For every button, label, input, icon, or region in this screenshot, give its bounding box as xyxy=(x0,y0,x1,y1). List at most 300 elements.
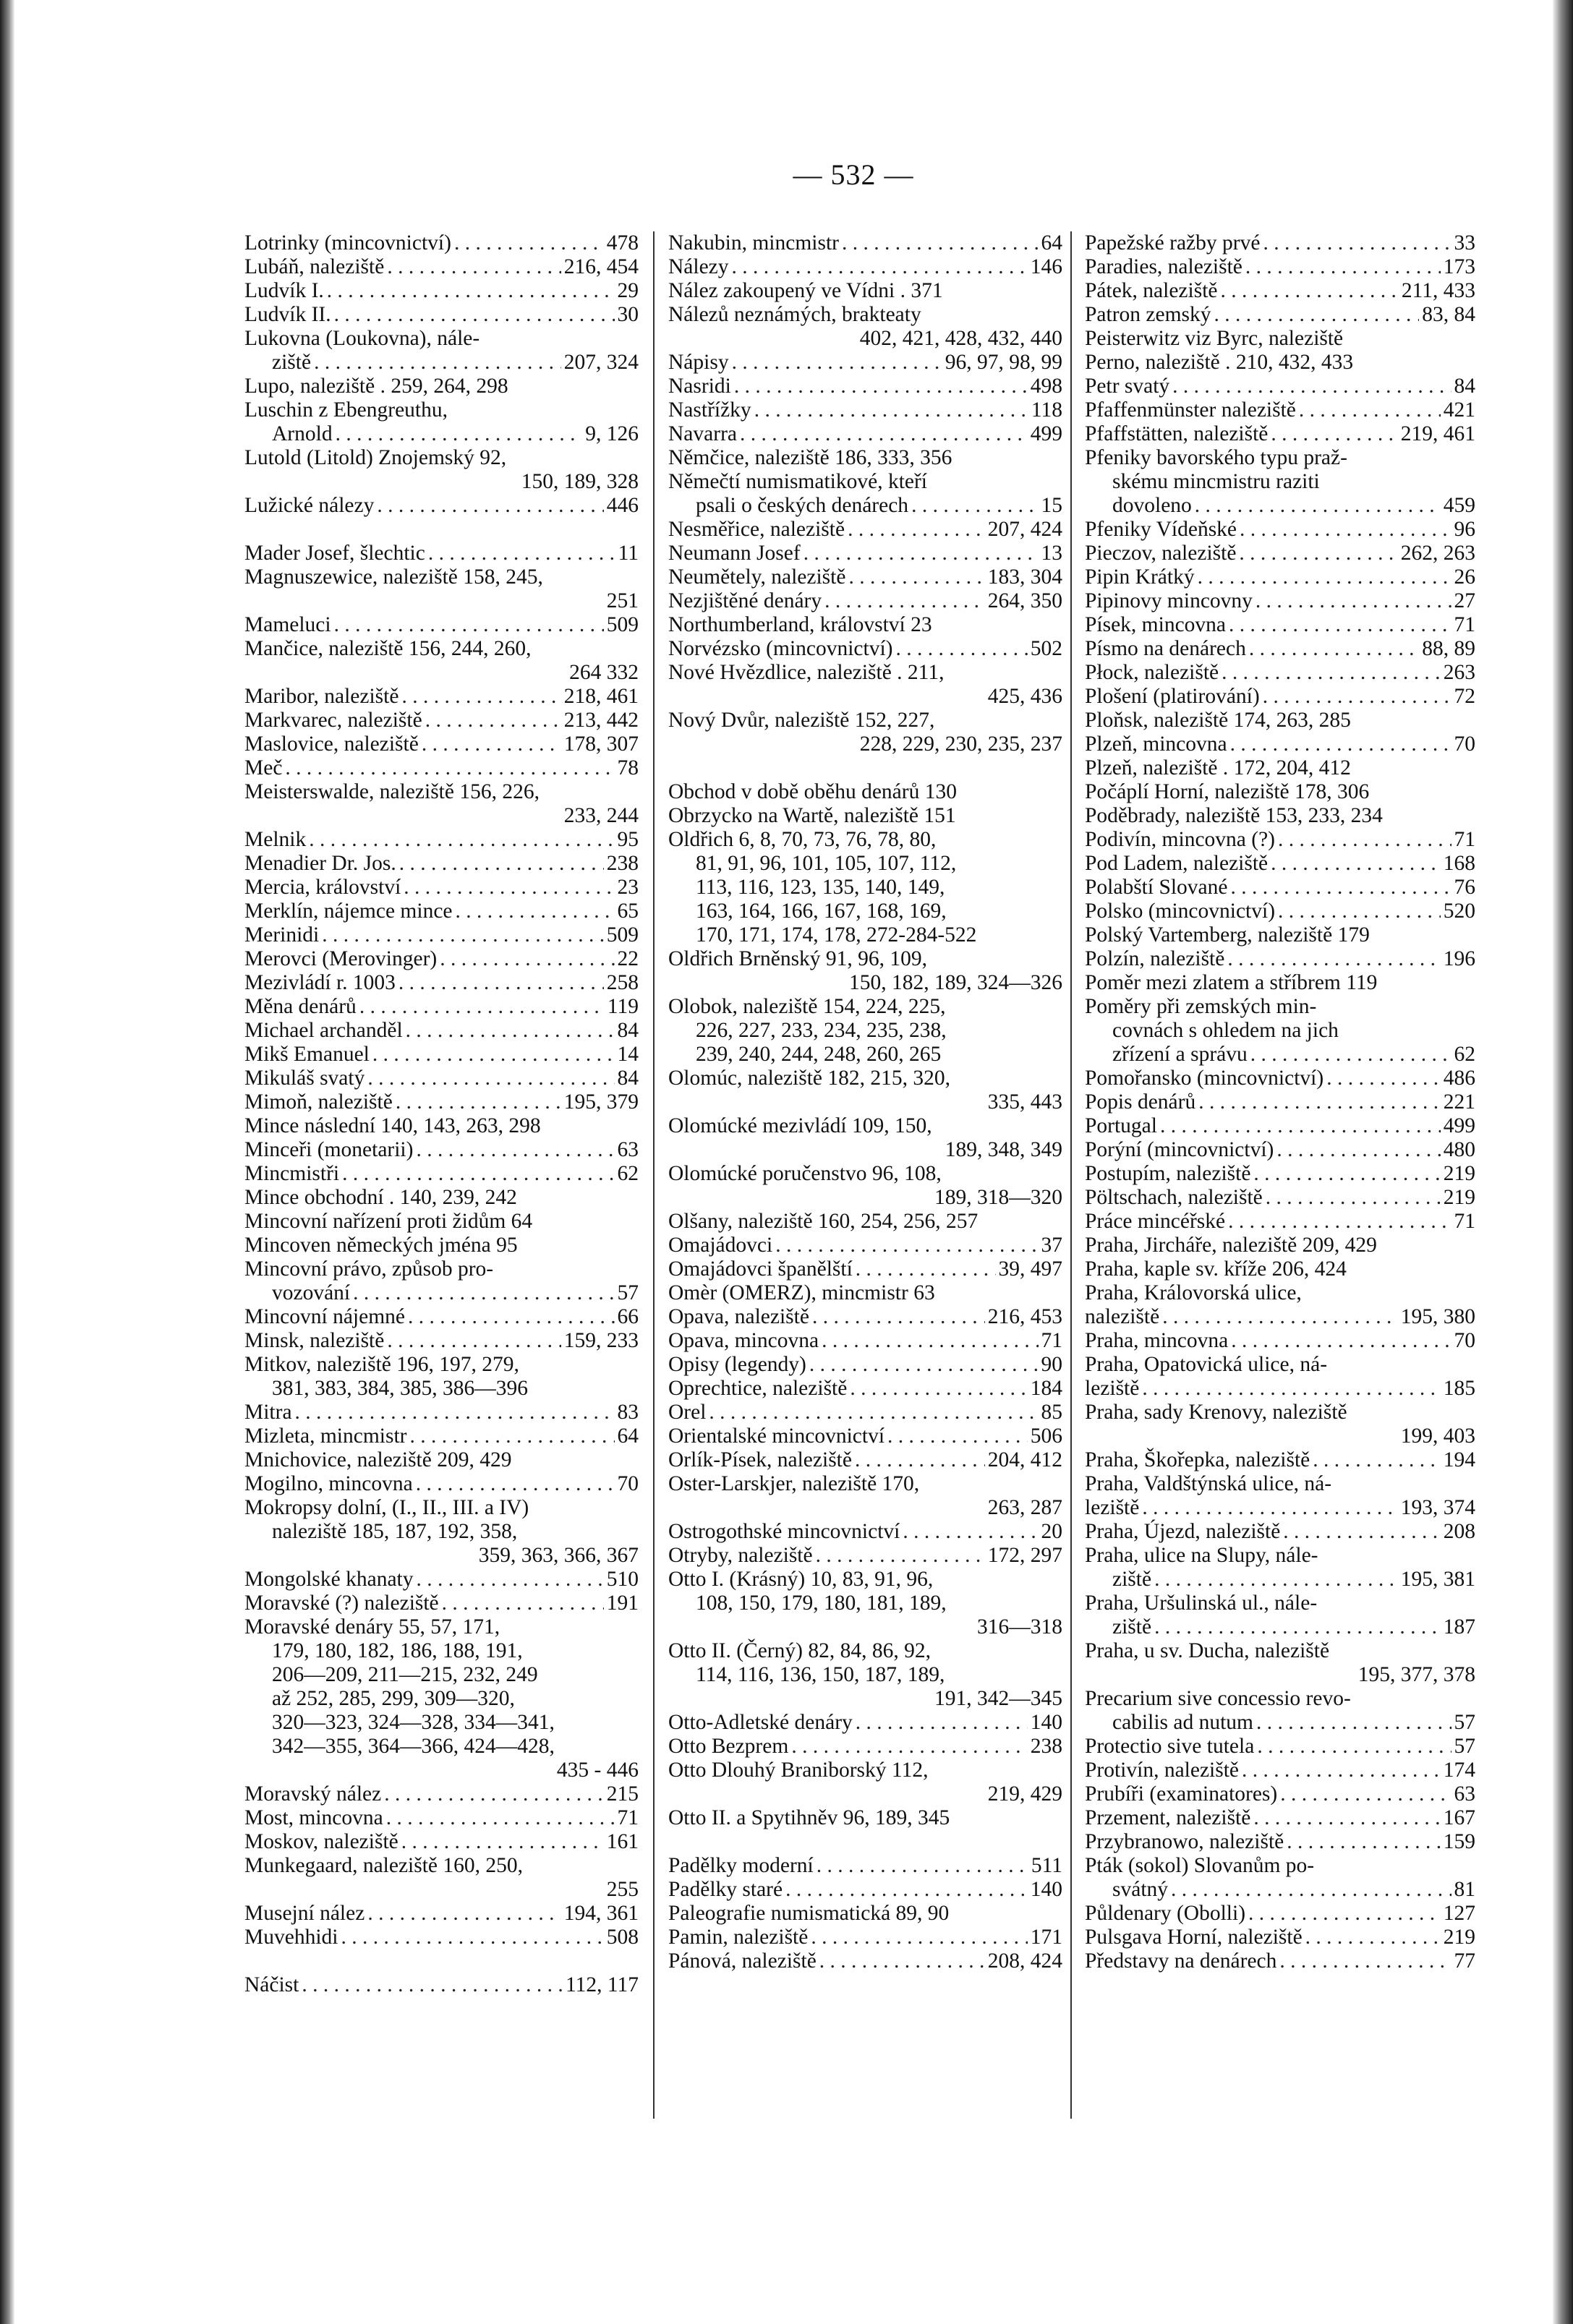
column-divider-2 xyxy=(1070,231,1072,2119)
index-term: Polsko (mincovnictví) xyxy=(1085,900,1276,923)
index-entry xyxy=(668,1448,1062,1472)
index-line: Počáplí Horní, naleziště 178, 306 xyxy=(1085,780,1370,803)
index-term: Pfaffenmünster naleziště xyxy=(1085,398,1296,422)
index-term: Opisy (legendy) xyxy=(668,1353,806,1376)
page-refs: 84 xyxy=(617,1019,639,1042)
index-term: ziště xyxy=(1112,1615,1152,1639)
index-term: Orel xyxy=(668,1401,707,1424)
dot-leader xyxy=(1250,1043,1451,1067)
dot-leader xyxy=(903,1520,1038,1544)
index-term: Podivín, mincovna (?) xyxy=(1085,828,1275,851)
index-line: Mincovní právo, způsob pro- xyxy=(244,1257,494,1281)
index-term: Markvarec, naleziště xyxy=(244,709,422,732)
index-line: Mincovní nařízení proti židům 64 xyxy=(244,1210,533,1233)
dot-leader xyxy=(1266,1186,1441,1210)
index-line: Olomúcké poručenstvo 96, 108, xyxy=(668,1162,942,1185)
index-term: Protectio sive tutela xyxy=(1085,1735,1255,1758)
dot-leader xyxy=(417,1568,604,1592)
index-line: 150, 182, 189, 324—326 xyxy=(849,971,1062,994)
page-refs: 194 xyxy=(1443,1448,1475,1471)
page-refs: 263 xyxy=(1443,661,1475,684)
index-term: Plzeň, mincovna xyxy=(1085,732,1227,756)
dot-leader xyxy=(1242,1759,1441,1782)
dot-leader xyxy=(1142,1496,1397,1520)
index-line: 381, 383, 384, 385, 386—396 xyxy=(272,1377,528,1400)
dot-leader xyxy=(422,732,561,756)
dot-leader xyxy=(1198,1090,1441,1114)
index-line: Olšany, naleziště 160, 254, 256, 257 xyxy=(668,1210,979,1233)
index-term: Půldenary (Obolli) xyxy=(1085,1902,1246,1925)
index-line: Otto Dlouhý Braniborský 112, xyxy=(668,1759,929,1782)
index-term: Mogilno, mincovna xyxy=(244,1472,413,1495)
index-entry xyxy=(244,422,639,446)
index-entry xyxy=(1085,1067,1475,1090)
index-entry xyxy=(244,1830,639,1854)
index-line: Obrzycko na Wartě, naleziště 151 xyxy=(668,804,956,827)
page-refs: 459 xyxy=(1443,494,1475,517)
index-term: Oprechtice, naleziště xyxy=(668,1377,848,1400)
index-term: Nasridi xyxy=(668,375,731,398)
index-term: Lužické nálezy xyxy=(244,494,375,517)
index-entry xyxy=(668,589,1062,613)
page-refs: 195, 380 xyxy=(1400,1305,1475,1328)
index-line: Perno, naleziště . 210, 432, 433 xyxy=(1085,351,1354,374)
index-term: Maribor, naleziště xyxy=(244,685,399,708)
page-refs: 90 xyxy=(1041,1353,1062,1376)
index-term: Polabští Slované xyxy=(1085,876,1228,899)
index-entry xyxy=(668,422,1062,446)
index-line: 226, 227, 233, 234, 235, 238, xyxy=(696,1019,947,1042)
page-refs: 88, 89 xyxy=(1422,637,1475,660)
index-term: Lubáň, naleziště xyxy=(244,255,385,278)
dot-leader xyxy=(812,1305,985,1329)
index-line: Magnuszewice, naleziště 158, 245, xyxy=(244,565,543,589)
index-term: Nálezy xyxy=(668,255,729,278)
dot-leader xyxy=(401,685,560,709)
index-term: Porýní (mincovnictví) xyxy=(1085,1138,1274,1161)
index-line: covnách s ohledem na jich xyxy=(1112,1019,1339,1042)
dot-leader xyxy=(848,565,984,589)
index-term: Popis denárů xyxy=(1085,1090,1196,1114)
dot-leader xyxy=(1154,1615,1441,1639)
index-line: Nález zakoupený ve Vídni . 371 xyxy=(668,279,943,302)
index-term: Praha, mincovna xyxy=(1085,1329,1229,1352)
dot-leader xyxy=(1240,518,1451,542)
index-entry xyxy=(244,279,639,303)
index-line: 179, 180, 182, 186, 188, 191, xyxy=(272,1639,523,1662)
dot-leader xyxy=(295,1401,615,1424)
index-entry xyxy=(1085,1305,1475,1329)
index-line: Obchod v době oběhu denárů 130 xyxy=(668,780,957,803)
index-entry xyxy=(668,1424,1062,1448)
page-refs: 71 xyxy=(1041,1329,1062,1352)
page-refs: 63 xyxy=(617,1138,639,1161)
page-refs: 173 xyxy=(1443,255,1475,278)
index-line: Polský Vartemberg, naleziště 179 xyxy=(1085,923,1370,947)
page-refs: 480 xyxy=(1443,1138,1475,1161)
dot-leader xyxy=(387,1329,560,1353)
index-line: 316—318 xyxy=(977,1615,1062,1639)
dot-leader xyxy=(740,422,1028,446)
index-entry xyxy=(668,1544,1062,1568)
page-refs: 33 xyxy=(1454,231,1475,255)
index-line: Praha, Královorská ulice, xyxy=(1085,1281,1302,1304)
page-refs: 499 xyxy=(1030,422,1062,445)
index-term: Ludvík II. xyxy=(244,303,331,326)
index-line: 239, 240, 244, 248, 260, 265 xyxy=(696,1043,942,1066)
dot-leader xyxy=(1276,1138,1440,1162)
page-refs: 140 xyxy=(1030,1878,1062,1901)
page-refs: 118 xyxy=(1031,398,1062,422)
index-entry xyxy=(244,1329,639,1353)
index-line: Oldřich 6, 8, 70, 73, 76, 78, 80, xyxy=(668,828,937,851)
page-refs: 159 xyxy=(1443,1830,1475,1853)
page-refs: 193, 374 xyxy=(1400,1496,1475,1519)
page-refs: 195, 379 xyxy=(563,1090,639,1114)
index-entry xyxy=(244,852,639,876)
page-refs: 216, 454 xyxy=(563,255,639,278)
dot-leader xyxy=(408,1305,614,1329)
dot-leader xyxy=(1172,375,1451,398)
page-refs: 13 xyxy=(1041,542,1062,565)
dot-leader xyxy=(401,1830,604,1854)
index-line: Oster-Larskjer, naleziště 170, xyxy=(668,1472,920,1495)
index-entry xyxy=(244,732,639,756)
index-term: Pipin Krátký xyxy=(1085,565,1195,589)
index-entry xyxy=(1085,1162,1475,1186)
index-line: 402, 421, 428, 432, 440 xyxy=(859,327,1062,350)
dot-leader xyxy=(817,1854,1028,1878)
page-refs: 486 xyxy=(1443,1067,1475,1090)
index-entry xyxy=(1085,1782,1475,1806)
index-line: Poměry při zemských min- xyxy=(1085,995,1317,1018)
page-refs: 219 xyxy=(1443,1162,1475,1185)
page-refs: 64 xyxy=(1041,231,1062,255)
index-line: Nový Dvůr, naleziště 152, 227, xyxy=(668,709,935,732)
index-entry xyxy=(244,1162,639,1186)
dot-leader xyxy=(409,1424,614,1448)
index-line: Plzeň, naleziště . 172, 204, 412 xyxy=(1085,756,1351,779)
index-entry xyxy=(244,613,639,637)
index-line: Lupo, naleziště . 259, 264, 298 xyxy=(244,375,508,398)
index-entry xyxy=(244,876,639,900)
index-line: Praha, Jircháře, naleziště 209, 429 xyxy=(1085,1234,1377,1257)
index-line: 189, 348, 349 xyxy=(945,1138,1062,1161)
index-term: Představy na denárech xyxy=(1085,1949,1277,1973)
index-line: 228, 229, 230, 235, 237 xyxy=(859,732,1062,756)
index-entry xyxy=(1085,518,1475,542)
index-letter-gap xyxy=(668,1830,1062,1854)
page-refs: 187 xyxy=(1443,1615,1475,1639)
index-term: Ostrogothské mincovnictví xyxy=(668,1520,900,1543)
index-entry xyxy=(244,542,639,565)
dot-leader xyxy=(887,1424,1028,1448)
index-entry xyxy=(668,1949,1062,1973)
dot-leader xyxy=(1263,685,1451,709)
dot-leader xyxy=(709,1401,1038,1424)
page-refs: 70 xyxy=(617,1472,639,1495)
index-entry xyxy=(244,900,639,923)
index-term: Mercia, království xyxy=(244,876,401,899)
page-refs: 96 xyxy=(1454,518,1475,541)
index-term: Omajádovci španělští xyxy=(668,1257,853,1281)
page-refs: 70 xyxy=(1454,732,1475,756)
dot-leader xyxy=(1279,1949,1451,1973)
page-refs: 83, 84 xyxy=(1422,303,1475,326)
dot-leader xyxy=(809,1353,1039,1377)
dot-leader xyxy=(1154,1568,1398,1592)
index-line: Lutold (Litold) Znojemský 92, xyxy=(244,446,507,469)
index-term: Minceři (monetarii) xyxy=(244,1138,414,1161)
index-line: Pfeniky bavorského typu praž- xyxy=(1085,446,1347,469)
page-refs: 72 xyxy=(1454,685,1475,708)
index-entry xyxy=(244,709,639,732)
dot-leader xyxy=(1230,732,1451,756)
index-term: Mongolské khanaty xyxy=(244,1568,414,1591)
dot-leader xyxy=(1160,1114,1441,1138)
index-line: Mince obchodní . 140, 239, 242 xyxy=(244,1186,517,1209)
index-term: Písek, mincovna xyxy=(1085,613,1227,636)
index-entry xyxy=(244,947,639,971)
dot-leader xyxy=(1227,947,1440,971)
index-entry xyxy=(1085,303,1475,327)
index-line: Luschin z Ebengreuthu, xyxy=(244,398,448,422)
dot-leader xyxy=(309,828,614,852)
index-entry xyxy=(1085,1759,1475,1782)
index-entry xyxy=(668,1377,1062,1401)
dot-leader xyxy=(1222,661,1441,685)
index-entry xyxy=(668,1401,1062,1424)
index-entry xyxy=(1085,1186,1475,1210)
index-term: Portugal xyxy=(1085,1114,1157,1137)
index-line: 114, 116, 136, 150, 187, 189, xyxy=(696,1663,945,1686)
page-refs: 508 xyxy=(606,1926,639,1949)
page-refs: 174 xyxy=(1443,1759,1475,1782)
page-refs: 9, 126 xyxy=(585,422,639,445)
index-term: Navarra xyxy=(668,422,737,445)
dot-leader xyxy=(1271,422,1397,446)
index-term: Pamin, naleziště xyxy=(668,1926,809,1949)
index-entry xyxy=(1085,1735,1475,1759)
page-refs: 238 xyxy=(606,852,639,875)
page-refs: 194, 361 xyxy=(563,1902,639,1925)
dot-leader xyxy=(1271,852,1441,876)
page-refs: 506 xyxy=(1030,1424,1062,1448)
index-line: 191, 342—345 xyxy=(934,1687,1062,1710)
page-refs: 262, 263 xyxy=(1400,542,1475,565)
page-refs: 71 xyxy=(617,1806,639,1829)
dot-leader xyxy=(367,1067,614,1090)
dot-leader xyxy=(454,231,604,255)
index-line: Nálezů neznámých, brakteaty xyxy=(668,303,921,326)
index-line: 163, 164, 166, 167, 168, 169, xyxy=(696,900,947,923)
page-refs: 119 xyxy=(607,995,639,1018)
index-entry xyxy=(1085,1568,1475,1592)
index-line: 195, 377, 378 xyxy=(1357,1663,1475,1686)
index-term: Pfaffstätten, naleziště xyxy=(1085,422,1269,445)
dot-leader xyxy=(334,303,615,327)
index-line: Precarium sive concessio revo- xyxy=(1085,1687,1351,1710)
index-line: Poměr mezi zlatem a stříbrem 119 xyxy=(1085,971,1378,994)
index-term: Pieczov, naleziště xyxy=(1085,542,1237,565)
index-term: Neumann Josef xyxy=(668,542,801,565)
index-entry xyxy=(1085,1830,1475,1854)
page-refs: 37 xyxy=(1041,1234,1062,1257)
dot-leader xyxy=(399,852,604,876)
index-line: 425, 436 xyxy=(987,685,1062,708)
dot-leader xyxy=(1162,1305,1398,1329)
page-refs: 62 xyxy=(617,1162,639,1185)
index-line: Lukovna (Loukovna), nále- xyxy=(244,327,480,350)
page-refs: 140 xyxy=(1030,1711,1062,1734)
dot-leader xyxy=(372,1043,615,1067)
index-term: Mimoň, naleziště xyxy=(244,1090,393,1114)
index-line: Moravské denáry 55, 57, 171, xyxy=(244,1615,500,1639)
index-term: Patron zemský xyxy=(1085,303,1211,326)
index-line: Němčice, naleziště 186, 333, 356 xyxy=(668,446,952,469)
index-term: psali o českých denárech xyxy=(696,494,909,517)
index-entry xyxy=(668,1305,1062,1329)
index-line: Praha, ulice na Slupy, nále- xyxy=(1085,1544,1318,1567)
index-line: 233, 244 xyxy=(563,804,639,827)
page-refs: 71 xyxy=(1454,1210,1475,1233)
page-refs: 27 xyxy=(1454,589,1475,612)
index-line: skému mincmistru raziti xyxy=(1112,470,1320,493)
index-entry xyxy=(668,1854,1062,1878)
page-refs: 63 xyxy=(1454,1782,1475,1806)
dot-leader xyxy=(1214,303,1420,327)
index-entry xyxy=(244,1043,639,1067)
dot-leader xyxy=(1198,565,1451,589)
index-line: Paleografie numismatická 89, 90 xyxy=(668,1902,950,1925)
index-term: Merovci (Merovinger) xyxy=(244,947,438,970)
index-line: 113, 116, 123, 135, 140, 149, xyxy=(696,876,945,899)
index-line: 263, 287 xyxy=(987,1496,1062,1519)
scan-border-right xyxy=(1553,0,1573,2324)
index-entry xyxy=(1085,1138,1475,1162)
index-term: Merklín, nájemce mince xyxy=(244,900,453,923)
page-refs: 211, 433 xyxy=(1401,279,1475,302)
index-term: Náčist xyxy=(244,1973,299,1996)
index-entry xyxy=(1085,255,1475,279)
page-refs: 84 xyxy=(1454,375,1475,398)
index-entry xyxy=(244,351,639,375)
page-refs: 29 xyxy=(617,279,639,302)
page-refs: 208, 424 xyxy=(987,1949,1062,1973)
index-term: Merinidi xyxy=(244,923,320,947)
dot-leader xyxy=(1245,255,1441,279)
index-line: Olomúcké mezivládí 109, 150, xyxy=(668,1114,932,1137)
index-entry xyxy=(1085,231,1475,255)
index-column-2 xyxy=(668,231,1062,1973)
dot-leader xyxy=(442,1592,604,1615)
index-entry xyxy=(1085,1496,1475,1520)
index-term: Padělky moderní xyxy=(668,1854,814,1877)
dot-leader xyxy=(322,923,604,947)
page-refs: 62 xyxy=(1454,1043,1475,1066)
dot-leader xyxy=(367,1902,560,1926)
index-line: 189, 318—320 xyxy=(934,1186,1062,1209)
index-line: 359, 363, 366, 367 xyxy=(478,1544,639,1567)
index-entry xyxy=(1085,422,1475,446)
index-entry xyxy=(1085,589,1475,613)
index-term: leziště xyxy=(1085,1496,1140,1519)
page-refs: 171 xyxy=(1030,1926,1062,1949)
index-term: Nakubin, mincmistr xyxy=(668,231,839,255)
dot-leader xyxy=(1195,494,1441,518)
index-entry xyxy=(244,828,639,852)
index-term: Otryby, naleziště xyxy=(668,1544,813,1567)
index-term: Orlík-Písek, naleziště xyxy=(668,1448,852,1471)
dot-leader xyxy=(803,542,1039,565)
index-entry xyxy=(1085,565,1475,589)
dot-leader xyxy=(1278,828,1451,852)
dot-leader xyxy=(1287,1830,1441,1854)
index-entry xyxy=(1085,1520,1475,1544)
dot-leader xyxy=(342,1162,614,1186)
page-refs: 498 xyxy=(1030,375,1062,398)
page-refs: 26 xyxy=(1454,565,1475,589)
index-entry xyxy=(244,231,639,255)
index-term: Ludvík I. xyxy=(244,279,324,302)
index-term: Postupím, naleziště xyxy=(1085,1162,1251,1185)
index-line: Olomúc, naleziště 182, 215, 320, xyxy=(668,1067,950,1090)
index-term: naleziště xyxy=(1085,1305,1160,1328)
page-refs: 66 xyxy=(617,1305,639,1328)
dot-leader xyxy=(396,1090,561,1114)
dot-leader xyxy=(1313,1448,1440,1472)
dot-leader xyxy=(398,971,604,995)
page-refs: 207, 324 xyxy=(563,351,639,374)
index-line: až 252, 285, 299, 309—320, xyxy=(272,1687,515,1710)
page-refs: 207, 424 xyxy=(987,518,1062,541)
dot-leader xyxy=(334,613,604,637)
index-term: Protivín, naleziště xyxy=(1085,1759,1240,1782)
page-refs: 502 xyxy=(1030,637,1062,660)
dot-leader xyxy=(387,255,560,279)
dot-leader xyxy=(327,279,615,303)
page-refs: 510 xyxy=(606,1568,639,1591)
page-refs: 215 xyxy=(606,1782,639,1806)
index-term: Otto-Adletské denáry xyxy=(668,1711,853,1734)
dot-leader xyxy=(734,375,1028,398)
index-term: ziště xyxy=(272,351,312,374)
dot-leader xyxy=(775,1234,1038,1257)
index-entry xyxy=(244,1067,639,1090)
dot-leader xyxy=(416,1472,615,1496)
index-entry xyxy=(1085,876,1475,900)
index-line: Omèr (OMERZ), mincmistr 63 xyxy=(668,1281,935,1304)
index-entry xyxy=(244,1281,639,1305)
index-entry xyxy=(244,255,639,279)
index-term: Maslovice, naleziště xyxy=(244,732,419,756)
page-refs: 264, 350 xyxy=(987,589,1062,612)
index-entry xyxy=(668,375,1062,398)
index-entry xyxy=(244,303,639,327)
index-term: Nastřížky xyxy=(668,398,751,422)
index-line: Praha, Uršulinská ul., nále- xyxy=(1085,1592,1318,1615)
index-line: Poděbrady, naleziště 153, 233, 234 xyxy=(1085,804,1383,827)
dot-leader xyxy=(384,1782,604,1806)
index-term: Przement, naleziště xyxy=(1085,1806,1251,1829)
page-refs: 219 xyxy=(1443,1186,1475,1209)
page-refs: 183, 304 xyxy=(987,565,1062,589)
dot-leader xyxy=(314,351,561,375)
page-refs: 22 xyxy=(617,947,639,970)
page-refs: 57 xyxy=(617,1281,639,1304)
index-entry xyxy=(668,1735,1062,1759)
page-refs: 421 xyxy=(1443,398,1475,422)
